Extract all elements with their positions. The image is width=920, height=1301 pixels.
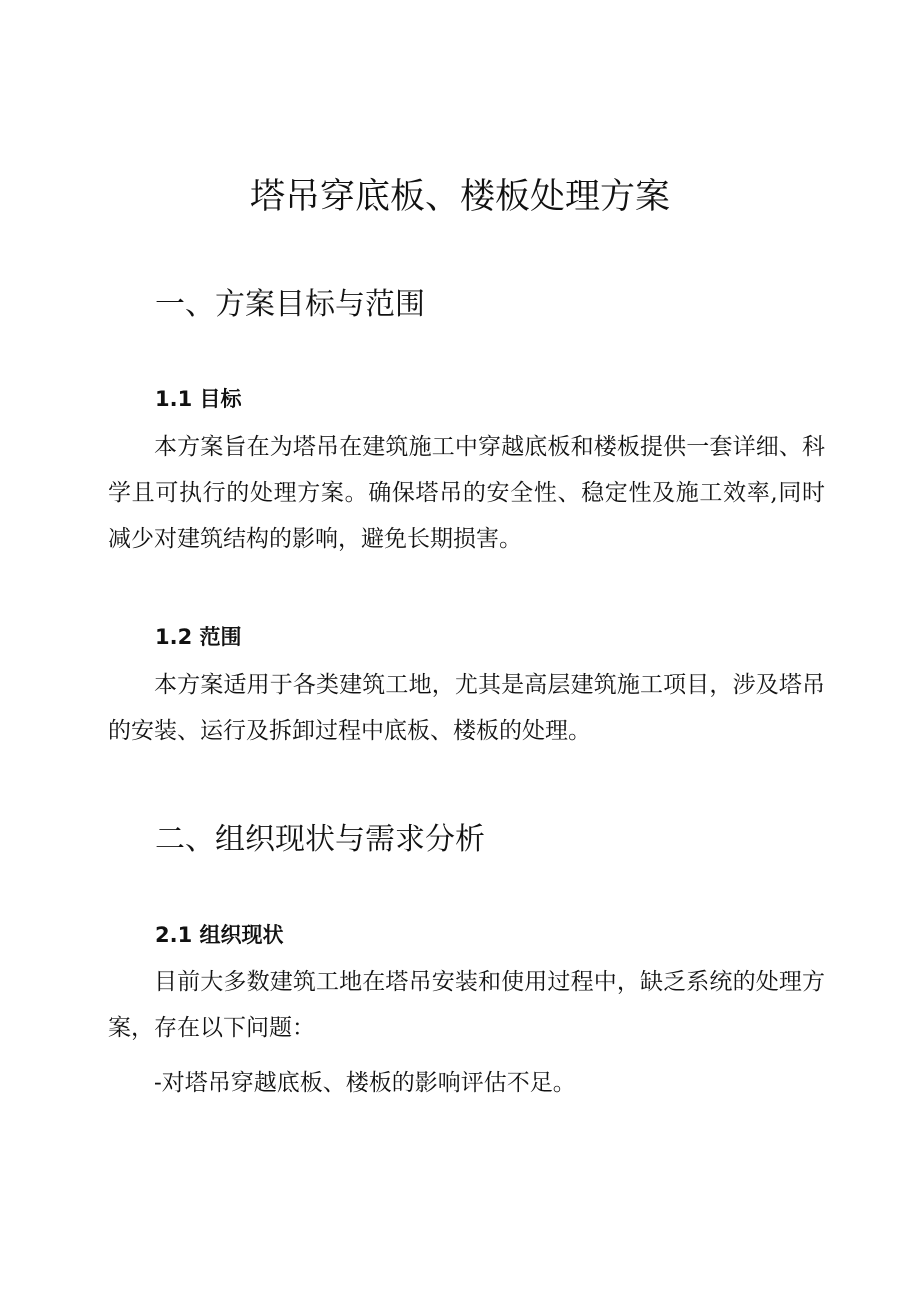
document-title: 塔吊穿底板、楼板处理方案 [249,177,670,217]
section-1-heading: 一、方案目标与范围 [155,287,425,322]
subsection-2-1-heading: 2.1 组织现状 [155,923,284,947]
section-2-heading: 二、组织现状与需求分析 [155,822,485,857]
subsection-1-1-heading: 1.1 目标 [155,387,242,411]
subsection-1-1-paragraph: 本方案旨在为塔吊在建筑施工中穿越底板和楼板提供一套详细、科学且可执行的处理方案。确保塔吊的安全性、稳定性及施工效率,同时减少对建筑结构的影响，避免长期损害。 [108,434,825,552]
subsection-1-2-heading: 1.2 范围 [155,625,242,649]
subsection-2-1-paragraph: 目前大多数建筑工地在塔吊安装和使用过程中，缺乏系统的处理方案，存在以下问题： [108,969,825,1041]
list-item: -对塔吊穿越底板、楼板的影响评估不足。 [154,1070,576,1096]
subsection-1-2-paragraph: 本方案适用于各类建筑工地，尤其是高层建筑施工项目，涉及塔吊的安装、运行及拆卸过程中底板、楼板的处理。 [108,672,825,744]
